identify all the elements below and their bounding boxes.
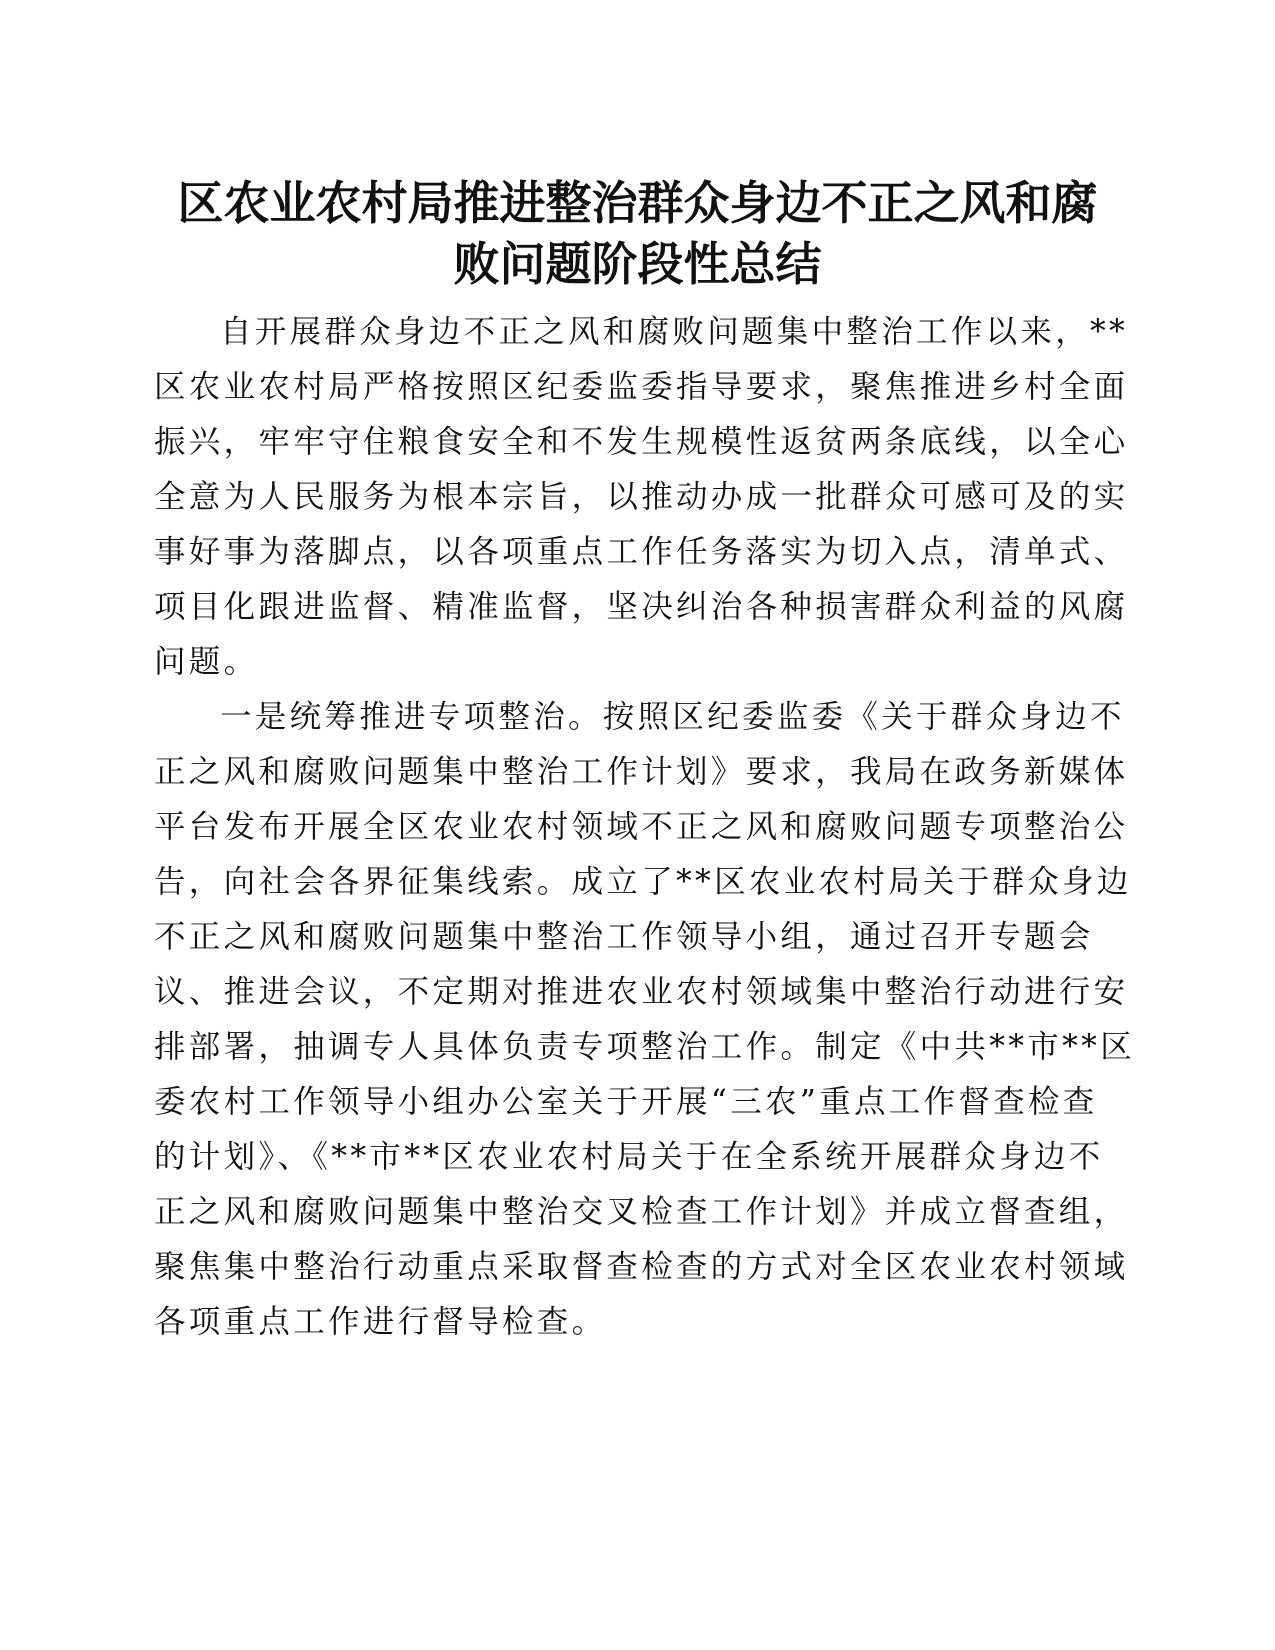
paragraph-2-line-8: 委农村工作领导小组办公室关于开展“三农”重点工作督查检查 — [154, 1084, 1098, 1120]
document-title-line-2: 败问题阶段性总结 — [453, 237, 822, 291]
paragraph-1-line-4: 全意为人民服务为根本宗旨，以推动办成一批群众可感可及的实 — [154, 479, 1129, 515]
paragraph-1-line-3: 振兴，牢牢守住粮食安全和不发生规模性返贫两条底线，以全心 — [154, 424, 1129, 460]
paragraph-1-line-7: 问题。 — [154, 644, 259, 680]
paragraph-2-line-6: 议、推进会议，不定期对推进农业农村领域集中整治行动进行安 — [154, 974, 1129, 1010]
paragraph-2-line-10: 正之风和腐败问题集中整治交叉检查工作计划》并成立督查组， — [154, 1194, 1129, 1230]
paragraph-2-line-5: 不正之风和腐败问题集中整治工作领导小组，通过召开专题会 — [154, 919, 1094, 955]
paragraph-2-line-7: 排部署，抽调专人具体负责专项整治工作。制定《中共**市**区 — [154, 1029, 1136, 1065]
paragraph-2-line-12: 各项重点工作进行督导检查。 — [154, 1304, 607, 1340]
paragraph-2-line-11: 聚焦集中整治行动重点采取督查检查的方式对全区农业农村领域 — [154, 1249, 1129, 1285]
document-title-line-1: 区农业农村局推进整治群众身边不正之风和腐 — [177, 176, 1098, 230]
paragraph-1-line-5: 事好事为落脚点，以各项重点工作任务落实为切入点，清单式、 — [154, 534, 1129, 570]
paragraph-2-line-4: 告，向社会各界征集线索。成立了**区农业农村局关于群众身边 — [154, 864, 1132, 900]
paragraph-2-line-1: 一是统筹推进专项整治。按照区纪委监委《关于群众身边不 — [220, 699, 1125, 735]
paragraph-2-line-3: 平台发布开展全区农业农村领域不正之风和腐败问题专项整治公 — [154, 809, 1129, 845]
paragraph-1-line-6: 项目化跟进监督、精准监督，坚决纠治各种损害群众利益的风腐 — [154, 589, 1129, 625]
paragraph-2-line-2: 正之风和腐败问题集中整治工作计划》要求，我局在政务新媒体 — [154, 754, 1129, 790]
paragraph-2-line-9: 的计划》、《**市**区农业农村局关于在全系统开展群众身边不 — [154, 1139, 1104, 1175]
paragraph-1-line-2: 区农业农村局严格按照区纪委监委指导要求，聚焦推进乡村全面 — [154, 369, 1129, 405]
paragraph-1-line-1: 自开展群众身边不正之风和腐败问题集中整治工作以来，** — [220, 314, 1129, 350]
